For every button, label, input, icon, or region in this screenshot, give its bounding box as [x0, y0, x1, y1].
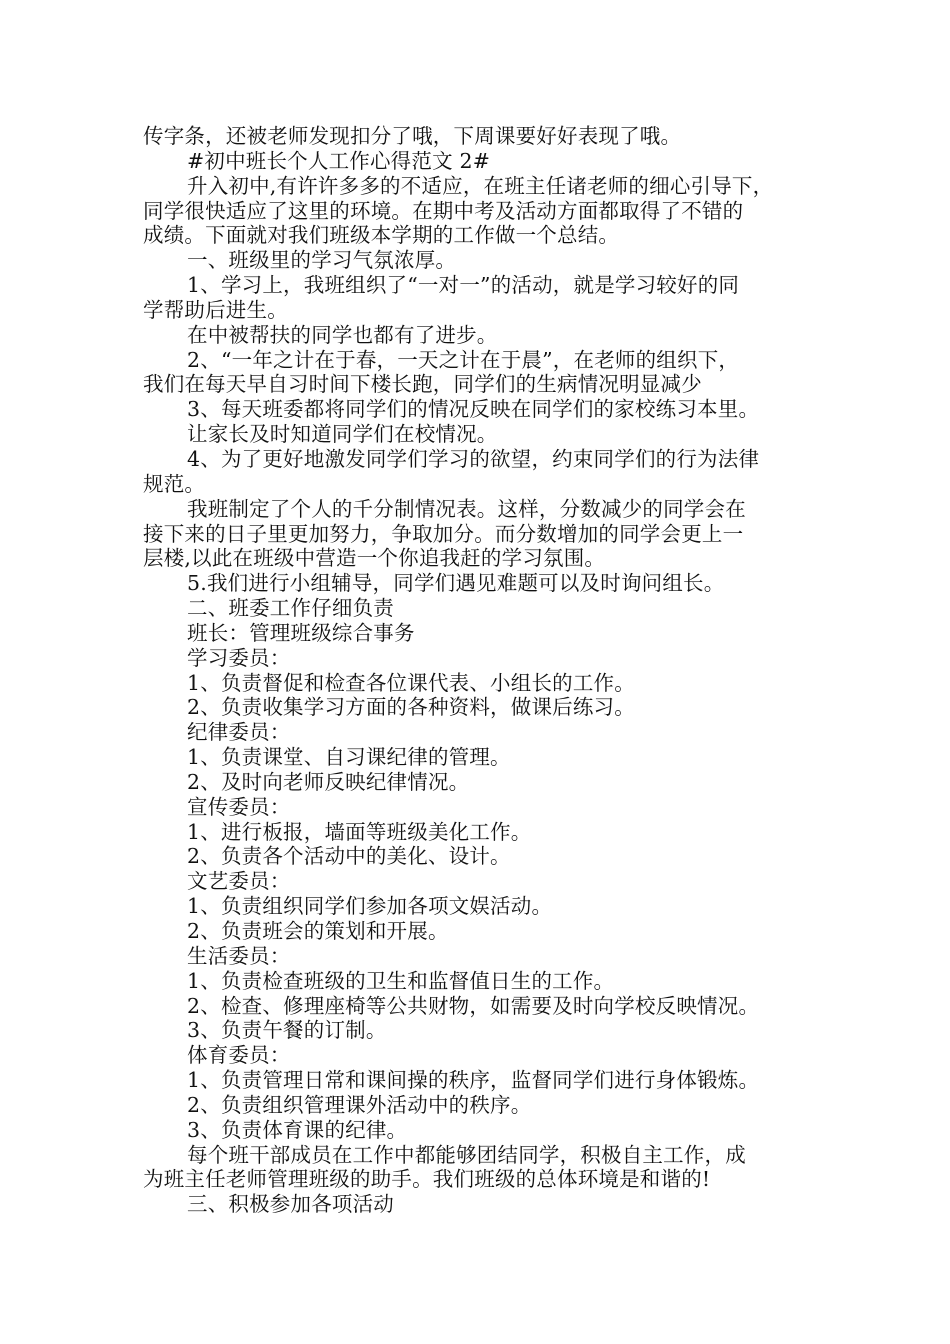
- text-line: 班长：管理班级综合事务: [187, 620, 415, 645]
- text-line: 学帮助后进生。: [143, 297, 288, 322]
- text-line: 1、负责组织同学们参加各项文娱活动。: [187, 894, 553, 919]
- text-line: 4、为了更好地激发同学们学习的欲望，约束同学们的行为法律: [187, 446, 760, 471]
- text-line: 为班主任老师管理班级的助手。我们班级的总体环境是和谐的!: [143, 1167, 711, 1192]
- text-line: 三、积极参加各项活动: [187, 1192, 394, 1217]
- text-line: 1、进行板报，墙面等班级美化工作。: [187, 819, 532, 844]
- text-line: 每个班干部成员在工作中都能够团结同学，积极自主工作，成: [187, 1142, 746, 1167]
- text-line: 3、负责午餐的订制。: [187, 1018, 387, 1043]
- text-line: 接下来的日子里更加努力，争取加分。而分数增加的同学会更上一: [143, 521, 744, 546]
- text-line: 我班制定了个人的千分制情况表。这样，分数减少的同学会在: [187, 496, 746, 521]
- text-line: 2、负责各个活动中的美化、设计。: [187, 844, 511, 869]
- text-line: 1、负责管理日常和课间操的秩序，监督同学们进行身体锻炼。: [187, 1068, 760, 1093]
- document-body: [143, 124, 813, 1217]
- text-line: 成绩。下面就对我们班级本学期的工作做一个总结。: [143, 223, 620, 248]
- text-line: 文艺委员：: [187, 869, 291, 894]
- text-line: 传字条，还被老师发现扣分了哦，下周课要好好表现了哦。: [143, 124, 682, 148]
- text-line: 5.我们进行小组辅导，同学们遇见难题可以及时询问组长。: [187, 571, 725, 596]
- text-line: 2、“一年之计在于春，一天之计在于晨”，在老师的组织下，: [187, 347, 740, 372]
- text-line: 生活委员：: [187, 943, 291, 968]
- text-line: 二、班委工作仔细负责: [187, 596, 394, 621]
- text-line: 一、班级里的学习气氛浓厚。: [187, 248, 457, 273]
- text-line: 1、负责督促和检查各位课代表、小组长的工作。: [187, 670, 635, 695]
- text-line: 2、负责组织管理课外活动中的秩序。: [187, 1092, 532, 1117]
- text-line: 1、负责课堂、自习课纪律的管理。: [187, 745, 511, 770]
- text-line: 升入初中,有许许多多的不适应，在班主任诸老师的细心引导下，: [187, 173, 774, 198]
- text-line: 3、负责体育课的纪律。: [187, 1117, 408, 1142]
- text-line: 同学很快适应了这里的环境。在期中考及活动方面都取得了不错的: [143, 198, 744, 223]
- text-line: 1、学习上，我班组织了“一对一”的活动，就是学习较好的同: [187, 273, 740, 298]
- text-line: 在中被帮扶的同学也都有了进步。: [187, 322, 498, 347]
- text-line: #初中班长个人工作心得范文 2#: [187, 148, 491, 173]
- text-line: 2、及时向老师反映纪律情况。: [187, 769, 470, 794]
- text-line: 宣传委员：: [187, 794, 291, 819]
- text-line: 让家长及时知道同学们在校情况。: [187, 422, 498, 447]
- text-line: 我们在每天早自习时间下楼长跑，同学们的生病情况明显减少: [143, 372, 702, 397]
- text-line: 规范。: [143, 471, 206, 496]
- text-line: 层楼,以此在班级中营造一个你追我赶的学习氛围。: [143, 546, 606, 571]
- text-line: 3、每天班委都将同学们的情况反映在同学们的家校练习本里。: [187, 397, 760, 422]
- text-line: 1、负责检查班级的卫生和监督值日生的工作。: [187, 968, 615, 993]
- text-line: 2、负责班会的策划和开展。: [187, 919, 449, 943]
- text-line: 体育委员：: [187, 1043, 291, 1068]
- text-line: 纪律委员：: [187, 720, 291, 745]
- text-line: 学习委员：: [187, 645, 291, 670]
- text-line: 2、检查、修理座椅等公共财物，如需要及时向学校反映情况。: [187, 993, 760, 1018]
- text-line: 2、负责收集学习方面的各种资料，做课后练习。: [187, 695, 635, 720]
